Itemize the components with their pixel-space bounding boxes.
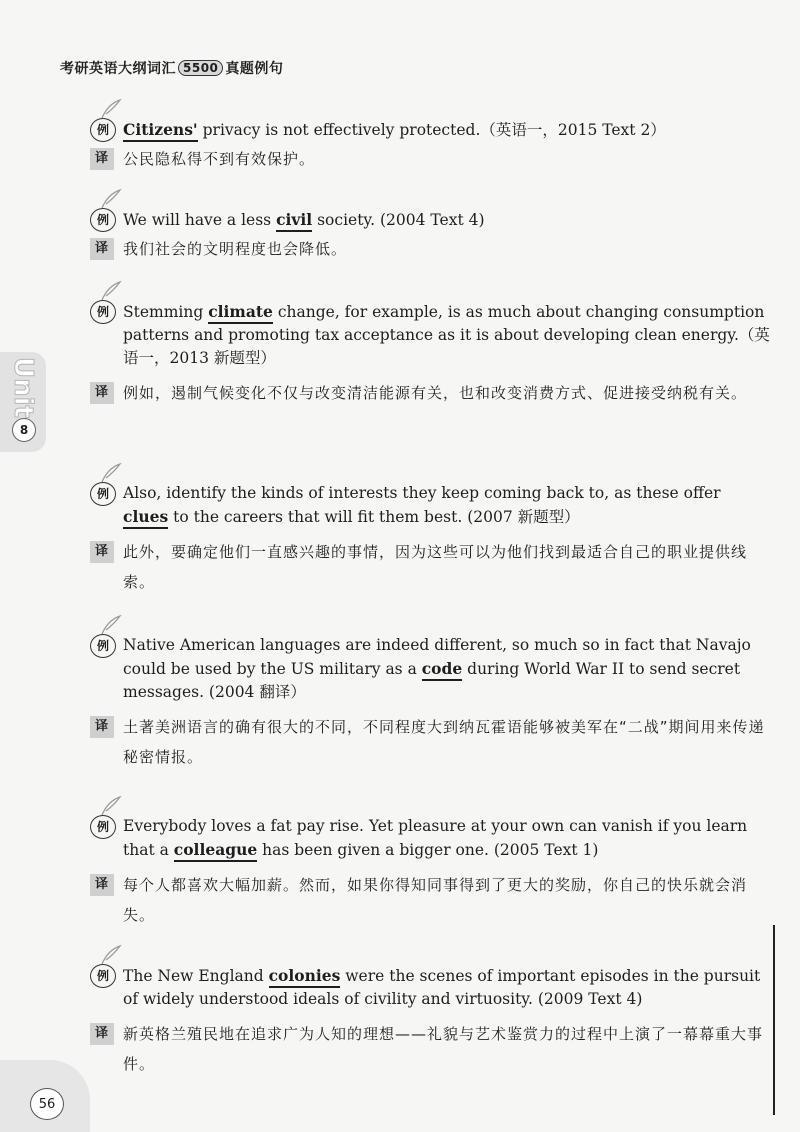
translation-text: 公民隐私得不到有效保护。 [123, 150, 316, 168]
translation-label: 译 [90, 1023, 114, 1045]
sentence-text: We will have a less [123, 211, 277, 229]
sentence-text: were the scenes of important episodes in the pursuit of widely understood ideals of civility and virtuosity. (2009 Text 4) [123, 967, 761, 1008]
feather-icon [100, 944, 122, 966]
vocab-keyword: colonies [269, 966, 341, 988]
translation-text: 每个人都喜欢大幅加薪。然而，如果你得知同事得到了更大的奖励，你自己的快乐就会消失。 [123, 876, 748, 924]
example-block [90, 964, 770, 1079]
example-sentence [90, 634, 770, 704]
translation [90, 712, 770, 772]
sentence-text: to the careers that will fit them best. (2007 新题型） [168, 508, 580, 526]
translation-text: 新英格兰殖民地在追求广为人知的理想——礼貌与艺术鉴赏力的过程中上演了一幕幕重大事件。 [123, 1025, 764, 1073]
example-block [90, 118, 770, 174]
translation-label: 译 [90, 382, 114, 404]
example-block [90, 815, 770, 930]
example-block [90, 300, 770, 408]
example-label: 例 [90, 208, 116, 232]
translation-text: 土著美洲语言的确有很大的不同，不同程度大到纳瓦霍语能够被美军在“二战”期间用来传递秘密情报。 [123, 718, 765, 766]
example-label: 例 [90, 964, 116, 988]
sentence-text: Native American languages are indeed different, so much so in fact that Navajo could be used by the US military as a [123, 636, 751, 678]
header-badge: 5500 [178, 60, 223, 76]
vocab-keyword: Citizens' [123, 120, 198, 142]
translation [90, 234, 770, 264]
unit-label: Unit [8, 356, 38, 418]
sentence-text: privacy is not effectively protected.（英语一，2015 Text 2） [197, 121, 666, 139]
feather-icon [100, 188, 122, 210]
feather-icon [100, 795, 122, 817]
feather-icon [100, 98, 122, 120]
example-block [90, 208, 770, 264]
unit-number: 8 [12, 418, 36, 442]
translation-label: 译 [90, 238, 114, 260]
sentence-text: Also, identify the kinds of interests they keep coming back to, as these offer [123, 484, 721, 502]
feather-icon [100, 280, 122, 302]
example-block [90, 482, 770, 597]
feather-icon [100, 462, 122, 484]
example-block [90, 634, 770, 772]
translation-label: 译 [90, 148, 114, 170]
translation [90, 870, 770, 930]
translation [90, 378, 770, 408]
translation-label: 译 [90, 874, 114, 896]
example-label: 例 [90, 634, 116, 658]
translation-label: 译 [90, 541, 114, 563]
example-label: 例 [90, 300, 116, 324]
translation [90, 537, 770, 597]
example-sentence [90, 300, 770, 370]
sentence-text: has been given a bigger one. (2005 Text 1) [257, 841, 599, 859]
translation [90, 144, 770, 174]
sentence-text: society. (2004 Text 4) [312, 211, 485, 229]
example-label: 例 [90, 815, 116, 839]
vocab-keyword: civil [276, 210, 312, 232]
page-number: 56 [30, 1088, 64, 1120]
sentence-text: change, for example, is as much about changing consumption patterns and promoting tax acceptance as it is about developing clean energy.（英语一，2013 新题型） [123, 303, 770, 367]
header-title-prefix: 考研英语大纲词汇 [60, 61, 176, 77]
example-sentence [90, 482, 770, 529]
unit-side-tab [0, 352, 46, 452]
sentence-text: during World War II to send secret messages. (2004 翻译） [123, 660, 741, 701]
header-title-suffix: 真题例句 [225, 61, 284, 77]
vocab-keyword: code [422, 659, 462, 681]
example-sentence [90, 118, 770, 142]
sentence-text: Stemming [123, 303, 209, 321]
vocab-keyword: climate [208, 302, 273, 324]
example-label: 例 [90, 118, 116, 142]
feather-icon [100, 614, 122, 636]
sentence-text: Everybody loves a fat pay rise. Yet pleasure at your own can vanish if you learn that a [123, 817, 748, 859]
page-edge-line [773, 925, 775, 1115]
translation [90, 1019, 770, 1079]
example-sentence [90, 964, 770, 1011]
vocab-keyword: clues [123, 507, 168, 529]
translation-text: 我们社会的文明程度也会降低。 [123, 240, 348, 258]
vocab-keyword: colleague [174, 840, 257, 862]
example-sentence [90, 208, 770, 232]
translation-text: 例如，遏制气候变化不仅与改变清洁能源有关，也和改变消费方式、促进接受纳税有关。 [123, 384, 748, 402]
translation-text: 此外，要确定他们一直感兴趣的事情，因为这些可以为他们找到最适合自己的职业提供线索。 [123, 543, 748, 591]
running-header [60, 58, 283, 78]
example-label: 例 [90, 482, 116, 506]
sentence-text: The New England [123, 967, 269, 985]
translation-label: 译 [90, 716, 114, 738]
example-sentence [90, 815, 770, 862]
